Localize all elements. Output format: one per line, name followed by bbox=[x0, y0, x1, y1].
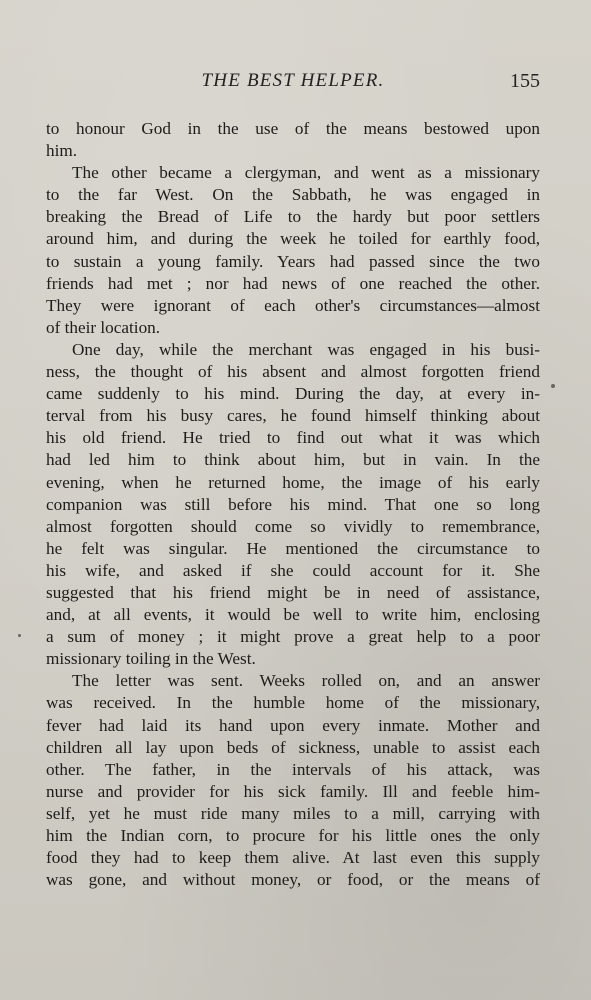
body-text bbox=[46, 118, 540, 891]
page-number: 155 bbox=[510, 70, 540, 92]
text-line: had led him to think about him, but in vain. In the bbox=[46, 450, 540, 470]
text-line: almost forgotten should come so vividly to remembrance, bbox=[46, 516, 540, 536]
text-line: terval from his busy cares, he found himself thinking about bbox=[46, 406, 540, 426]
text-line: him the Indian corn, to procure for his little ones the only bbox=[46, 826, 540, 845]
text-line: around him, and during the week he toiled for earthly food, bbox=[46, 229, 540, 249]
text-line: friends had met ; nor had news of one reached the other. bbox=[46, 273, 540, 293]
text-line: came suddenly to his mind. During the day, at every in- bbox=[46, 384, 540, 404]
text-line: and, at all events, it would be well to write him, enclosing bbox=[46, 605, 540, 625]
text-line: food they had to keep them alive. At last even this supply bbox=[46, 848, 540, 868]
text-line: One day, while the merchant was engaged in his busi- bbox=[72, 339, 540, 359]
text-line: evening, when he returned home, the image of his early bbox=[46, 472, 540, 492]
text-line: They were ignorant of each other's circumstances—almost bbox=[46, 295, 540, 315]
text-line: to sustain a young family. Years had passed since the two bbox=[46, 251, 540, 271]
text-line: suggested that his friend might be in need of assistance, bbox=[46, 582, 540, 602]
text-line: he felt was singular. He mentioned the circumstance to bbox=[46, 538, 540, 558]
running-head bbox=[46, 70, 540, 100]
text-line: self, yet he must ride many miles to a mill, carrying with bbox=[46, 803, 540, 823]
text-line: The letter was sent. Weeks rolled on, and an answer bbox=[72, 671, 540, 691]
text-line: to honour God in the use of the means bestowed upon bbox=[46, 119, 540, 138]
text-line: to the far West. On the Sabbath, he was engaged in bbox=[46, 185, 540, 205]
text-line: of their location. bbox=[46, 317, 161, 337]
text-line: breaking the Bread of Life to the hardy but poor settlers bbox=[46, 207, 540, 227]
text-line: ness, the thought of his absent and almost forgotten friend bbox=[46, 362, 540, 382]
text-line: nurse and provider for his sick family. Ill and feeble him- bbox=[46, 781, 540, 801]
text-line: was received. In the humble home of the missionary, bbox=[46, 693, 540, 713]
text-line: missionary toiling in the West. bbox=[46, 649, 256, 669]
text-line: The other became a clergyman, and went as a missionary bbox=[72, 163, 540, 183]
text-line: fever had laid its hand upon every inmate. Mother and bbox=[46, 715, 540, 735]
ink-speck bbox=[18, 634, 21, 637]
text-line: children all lay upon beds of sickness, unable to assist each bbox=[46, 737, 540, 757]
text-line: his old friend. He tried to find out what it was which bbox=[46, 428, 540, 448]
text-line: a sum of money ; it might prove a great help to a poor bbox=[46, 627, 540, 647]
ink-speck bbox=[551, 384, 555, 388]
text-line: other. The father, in the intervals of his attack, was bbox=[46, 759, 540, 779]
text-line: was gone, and without money, or food, or the means of bbox=[46, 870, 540, 890]
text-line: his wife, and asked if she could account for it. She bbox=[46, 560, 540, 580]
text-line: him. bbox=[46, 141, 78, 161]
text-line: companion was still before his mind. That one so long bbox=[46, 494, 540, 514]
running-title: THE BEST HELPER. bbox=[201, 70, 385, 91]
